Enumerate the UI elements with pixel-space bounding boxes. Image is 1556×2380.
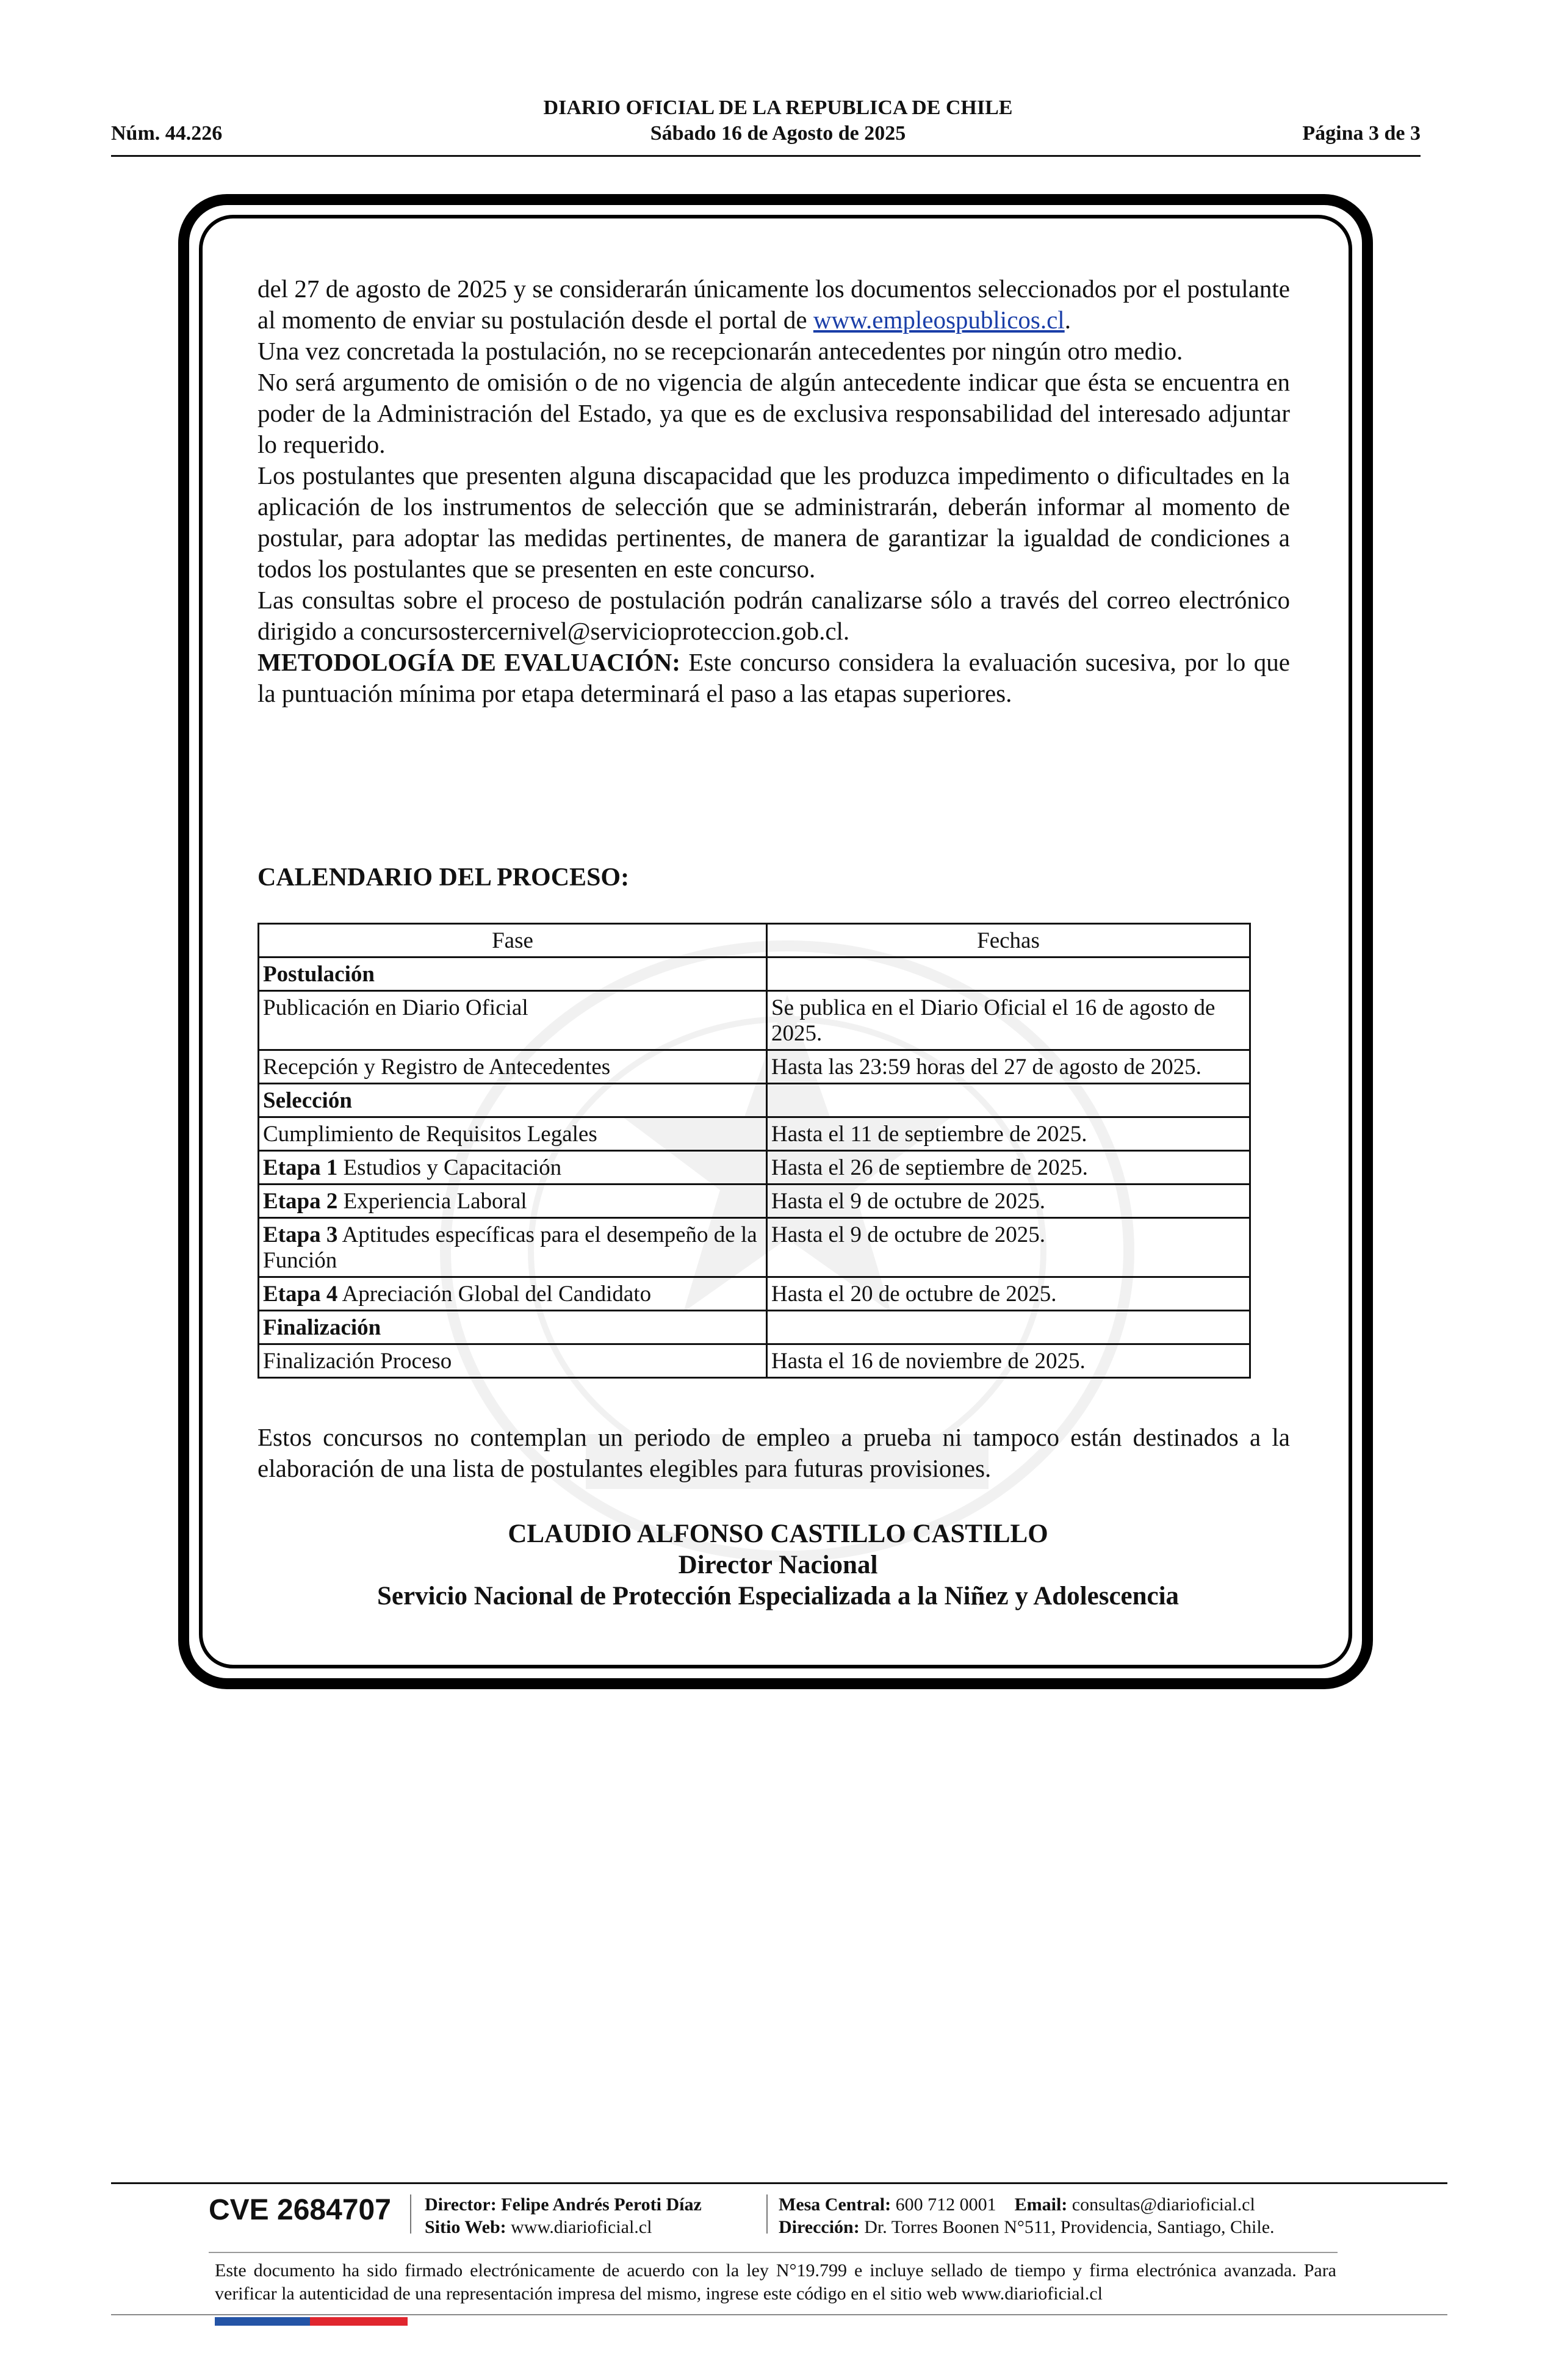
stage-label: Etapa 1 (263, 1155, 338, 1180)
fecha-cell: Hasta las 23:59 horas del 27 de agosto de 2025. (767, 1050, 1250, 1084)
fecha-cell: Hasta el 16 de noviembre de 2025. (767, 1344, 1250, 1378)
fase-cell (259, 1050, 767, 1084)
fase-text: Publicación en Diario Oficial (263, 995, 528, 1020)
table-group-row (259, 1084, 1250, 1117)
flag-stripe-blue (215, 2317, 310, 2326)
table-row (259, 1277, 1250, 1311)
footer-website-link[interactable]: www.diarioficial.cl (506, 2217, 652, 2237)
column-header-fase: Fase (259, 924, 767, 957)
table-group-row (259, 957, 1250, 991)
page-indicator: Página 3 de 3 (1302, 122, 1421, 145)
paragraph-contact: Las consultas sobre el proceso de postulación podrán canalizarse sólo a través del correo electrónico dirigido a concursostercernivel@servicioproteccion.gob.cl. (258, 586, 1290, 645)
fecha-cell: Hasta el 9 de octubre de 2025. (767, 1185, 1250, 1218)
announcement-body (258, 273, 1290, 709)
fase-cell (259, 1277, 767, 1311)
paragraph-methodology: METODOLOGÍA DE EVALUACIÓN: Este concurso considera la evaluación sucesiva, por lo que la puntuación mínima por etapa determinará el paso a las etapas superiores. (258, 648, 1290, 707)
fecha-cell: Hasta el 26 de septiembre de 2025. (767, 1151, 1250, 1185)
stage-label: Etapa 3 (263, 1222, 338, 1247)
newspaper-title: DIARIO OFICIAL DE LA REPUBLICA DE CHILE (543, 96, 1013, 119)
fase-text: Apreciación Global del Candidato (337, 1282, 652, 1307)
fase-text: Aptitudes específicas para el desempeño de la Función (263, 1222, 757, 1273)
signatory-name: CLAUDIO ALFONSO CASTILLO CASTILLO (508, 1520, 1048, 1548)
fecha-cell: Se publica en el Diario Oficial el 16 de agosto de 2025. (767, 991, 1250, 1050)
table-row (259, 1185, 1250, 1218)
table-header-row (259, 924, 1250, 957)
paragraph-disability: Los postulantes que presenten alguna discapacidad que les produzca impedimento o dificultades en la aplicación de los instrumentos de selección que se administrarán, deberán informar al momento de postular, para adoptar las medidas pertinentes, de manera de garantizar la igualdad de condiciones a todos los postulantes que se presenten en este concurso. (258, 461, 1290, 583)
table-row (259, 1151, 1250, 1185)
flag-stripe-red (310, 2317, 408, 2326)
group-empty-cell (767, 1084, 1250, 1117)
issue-date: Sábado 16 de Agosto de 2025 (650, 122, 906, 145)
footer-rule-top (111, 2182, 1447, 2184)
footer-signature-note: Este documento ha sido firmado electrónicamente de acuerdo con la ley N°19.799 e incluye sellado de tiempo y firma electrónica avanzada. Para verificar la autenticidad de una representación impresa del mismo, ingrese este código en el sitio web www.diarioficial.cl (215, 2260, 1336, 2304)
table-group-row (259, 1311, 1250, 1344)
footer-divider (410, 2194, 411, 2234)
table-row (259, 991, 1250, 1050)
fase-text: Estudios y Capacitación (337, 1155, 562, 1180)
table-row (259, 1218, 1250, 1277)
fase-cell (259, 1218, 767, 1277)
group-label: Selección (259, 1084, 767, 1117)
closing-paragraph: Estos concursos no contemplan un periodo de empleo a prueba ni tampoco están destinados a la elaboración de una lista de postulantes elegibles para futuras provisiones. (258, 1423, 1290, 1482)
paragraph-omission: No será argumento de omisión o de no vigencia de algún antecedente indicar que ésta se encuentra en poder de la Administración del Estado, ya que es de exclusiva responsabilidad del interesado adjuntar lo requerido. (258, 368, 1290, 458)
paragraph-deadline: del 27 de agosto de 2025 y se considerarán únicamente los documentos seleccionados por el postulante al momento de enviar su postulación desde el portal de www.empleospublicos.cl. (258, 275, 1290, 334)
stage-label: Etapa 2 (263, 1189, 338, 1214)
table-row (259, 1050, 1250, 1084)
table-row (259, 1117, 1250, 1151)
fase-cell (259, 1185, 767, 1218)
footer-divider (766, 2194, 768, 2234)
fase-text: Recepción y Registro de Antecedentes (263, 1055, 611, 1080)
fecha-cell: Hasta el 9 de octubre de 2025. (767, 1218, 1250, 1277)
group-empty-cell (767, 957, 1250, 991)
footer-rule-mid (209, 2252, 1338, 2253)
cve-code: CVE 2684707 (209, 2194, 391, 2226)
group-label: Postulación (259, 957, 767, 991)
calendar-title: CALENDARIO DEL PROCESO: (258, 864, 630, 892)
fecha-cell: Hasta el 11 de septiembre de 2025. (767, 1117, 1250, 1151)
table-row (259, 1344, 1250, 1378)
calendar-table (258, 923, 1251, 1379)
column-header-fechas: Fechas (767, 924, 1250, 957)
fase-text: Finalización Proceso (263, 1349, 452, 1374)
empleospublicos-link[interactable]: www.empleospublicos.cl (813, 306, 1065, 334)
footer-director-block: Director: Felipe Andrés Peroti Díaz Sitio Web: www.diarioficial.cl (425, 2194, 702, 2237)
issue-number: Núm. 44.226 (111, 122, 223, 145)
signatory-organization: Servicio Nacional de Protección Especializada a la Niñez y Adolescencia (376, 1582, 1180, 1610)
signatory-title: Director Nacional (678, 1551, 878, 1579)
footer-rule-bottom (111, 2314, 1447, 2315)
fase-cell (259, 1117, 767, 1151)
footer-contact-block: Mesa Central: 600 712 0001 Email: consultas@diarioficial.cl Dirección: Dr. Torres Boonen N°511, Providencia, Santiago, Chile. (779, 2194, 1275, 2237)
fase-text: Experiencia Laboral (337, 1189, 527, 1214)
paragraph-no-other-means: Una vez concretada la postulación, no se recepcionarán antecedentes por ningún otro medio. (258, 337, 1183, 365)
stage-label: Etapa 4 (263, 1282, 338, 1307)
fase-cell (259, 991, 767, 1050)
fase-cell (259, 1344, 767, 1378)
fase-cell (259, 1151, 767, 1185)
fecha-cell: Hasta el 20 de octubre de 2025. (767, 1277, 1250, 1311)
fase-text: Cumplimiento de Requisitos Legales (263, 1122, 597, 1147)
group-label: Finalización (259, 1311, 767, 1344)
footer-email-link[interactable]: consultas@diarioficial.cl (1067, 2194, 1255, 2215)
header-rule (111, 155, 1421, 157)
group-empty-cell (767, 1311, 1250, 1344)
